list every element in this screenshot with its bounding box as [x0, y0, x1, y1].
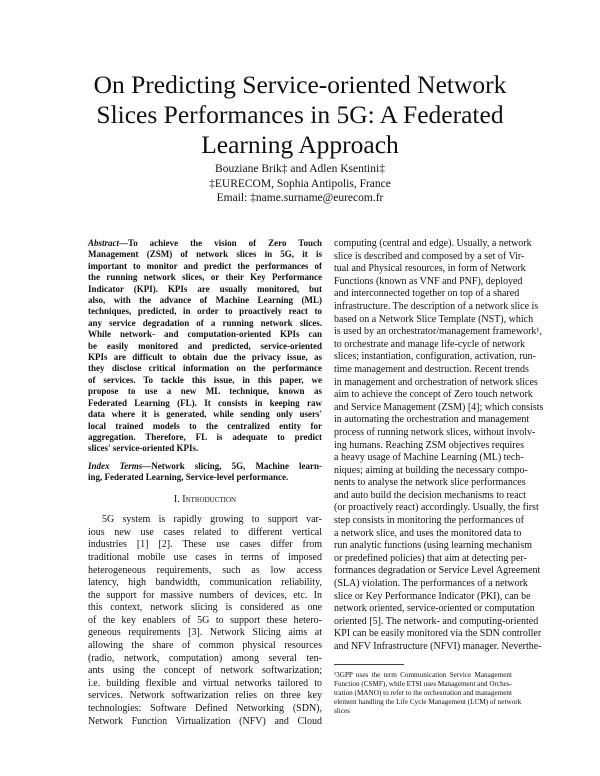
index-terms-lead: Index Terms: [88, 460, 143, 471]
body-line: in automating the orchestration and management: [334, 414, 530, 426]
body-line: in management and orchestration of network slices: [334, 376, 538, 388]
abstract-line: propose to use a new ML technique, known as: [88, 386, 322, 397]
footnote-line: slices: [334, 706, 350, 715]
abstract-line: slices' service-oriented KPIs.: [88, 443, 199, 454]
body-line: process of running network slices, without involv-: [334, 426, 536, 438]
body-line: aim to achieve the concept of Zero touch network: [334, 389, 533, 401]
body-line: and Service Management (ZSM) [4]; which consists: [334, 401, 544, 413]
body-line: (or proactively react) accordingly. Usually, the first: [334, 502, 539, 514]
right-column: [334, 238, 544, 716]
body-line: and NFV Infrastructure (NFVI) manager. Neverthe-: [334, 641, 542, 652]
author-email: Email: ‡name.surname@eurecom.fr: [216, 192, 384, 204]
body-line: ious new use cases related to different vertical: [88, 526, 322, 538]
author-affiliation: ‡EURECOM, Sophia Antipolis, France: [209, 178, 391, 190]
abstract-line: Federated Learning (FL). It consists in keeping raw: [88, 397, 322, 408]
abstract-line: aggregation. Therefore, FL is adequate to predict: [88, 431, 322, 442]
abstract-line: local trained models to the centralized entity for: [88, 420, 322, 431]
body-line: or predefined policies) that aim at detecting per-: [334, 552, 527, 564]
left-column: [88, 238, 322, 728]
abstract-line: KPIs are difficult to obtain due the privacy issue, as: [88, 352, 322, 363]
body-line: of the key enablers of 5G to support these hetero-: [88, 614, 322, 626]
abstract-line: Abstract—To achieve the vision of Zero Touch: [88, 238, 322, 248]
abstract-line: While network- and computation-oriented KPIs can: [88, 329, 322, 340]
body-line: step consists in monitoring the performances of: [334, 515, 524, 527]
footnote: [334, 670, 522, 716]
body-line: to orchestrate and manage life-cycle of network: [334, 338, 526, 350]
body-line: based on a Network Slice Template (NST), which: [334, 313, 534, 325]
body-line: KPI can be easily monitored via the SDN controller: [334, 628, 542, 640]
body-line: computing (central and edge). Usually, a network: [334, 238, 532, 249]
abstract-line: Indicator (KPI). KPIs are usually monitored, but: [88, 283, 322, 294]
body-line: oriented [5]. The network- and computing-oriented: [334, 615, 539, 627]
abstract-line: data where it is generated, while sending only users': [88, 409, 322, 420]
body-line: heterogeneous requirements, such as low access: [88, 564, 322, 576]
body-line: Functions (known as VNF and PNF), deployed: [334, 275, 523, 287]
body-line: formances degradation or Service Level Agreement: [334, 565, 541, 577]
body-line: Network Function Virtualization (NFV) and Cloud: [88, 715, 322, 727]
index-terms-line: ing, Federated Learning, Service-level performance.: [88, 472, 289, 483]
body-line: (SLA) violation. The performances of a network: [334, 578, 528, 590]
body-line: latency, high bandwidth, communication reliability,: [88, 577, 322, 589]
body-line: allowing the share of common physical resources: [88, 640, 322, 652]
body-line: ants using the concept of network softwarization;: [88, 665, 322, 677]
body-line: infrastructure. The description of a network slice is: [334, 300, 539, 312]
body-line: the support for massive numbers of devices, etc. In: [88, 589, 322, 601]
intro-body: [88, 514, 322, 728]
body-line: is used by an orchestrator/management framework¹,: [334, 326, 542, 338]
body-line: run analytic functions (using learning mechanism: [334, 540, 533, 552]
title-line: Learning Approach: [201, 130, 399, 159]
paper-title: [60, 70, 540, 160]
author-names: Bouziane Brik‡ and Adlen Ksentini‡: [215, 163, 385, 175]
footnote-divider: [334, 664, 404, 665]
footnote-line: element handling the Life Cycle Management (LCM) of network: [334, 697, 522, 706]
body-line: ing humans. Reaching ZSM objectives requires: [334, 439, 524, 451]
body-line: time management and destruction. Recent trends: [334, 363, 529, 375]
abstract-line: of services. To tackle this issue, in this paper, we: [88, 374, 322, 385]
body-line: 5G system is rapidly growing to support var-: [102, 514, 322, 526]
body-line: slices; instantiation, configuration, activation, run-: [334, 351, 536, 363]
body-line: tual and Physical resources, in form of Network: [334, 263, 526, 275]
body-line: a network slice, and uses the monitored data to: [334, 527, 522, 539]
abstract-line: the running network slices, or their Key Performance: [88, 272, 322, 283]
abstract-line: Management (ZSM) of network slices in 5G, it is: [88, 249, 322, 260]
abstract-line: also, with the advance of Machine Learning (ML): [88, 295, 322, 306]
abstract-line: important to monitor and predict the performances of: [88, 260, 322, 271]
footnote-line: tration (MANO) to refer to the orchestration and management: [334, 688, 513, 697]
body-line: industries [1] [2]. These use cases differ from: [88, 539, 322, 551]
abstract-line: be easily monitored and predicted, service-oriented: [88, 340, 322, 351]
abstract-line: any service degradation of a running network slices.: [88, 317, 322, 328]
section-heading: I. Introduction: [173, 493, 237, 505]
body-line: this context, network slicing is considered as one: [88, 602, 322, 614]
body-line: nents to analyse the network slice performances: [334, 477, 526, 489]
abstract-line: techniques, predicted, in order to proactively react to: [88, 306, 322, 317]
body-line: technologies: Software Defined Networking (SDN),: [88, 703, 322, 715]
abstract: [88, 238, 322, 484]
index-terms-line: Index Terms—Network slicing, 5G, Machine learn-: [88, 460, 322, 471]
body-line: a heavy usage of Machine Learning (ML) tech-: [334, 452, 524, 464]
body-line: services. Network softwarization relies on three key: [88, 690, 322, 702]
body-line: slice is described and composed by a set of Vir-: [334, 250, 525, 262]
body-line: traditional mobile use cases in terms of imposed: [88, 551, 322, 563]
body-line: network oriented, service-oriented or computation: [334, 603, 535, 615]
title-line: On Predicting Service-oriented Network: [93, 70, 507, 99]
body-line: geneous requirements [3]. Network Slicing aims at: [88, 627, 322, 639]
body-line: and auto build the decision mechanisms to react: [334, 489, 526, 501]
title-line: Slices Performances in 5G: A Federated: [96, 100, 504, 129]
body-line: (radio, network, computation) among several ten-: [88, 652, 322, 664]
body-line: slice or Key Performance Indicator (PKI), can be: [334, 590, 531, 602]
footnote-line: Function (CSMF), while ETSI uses Management and Orches-: [334, 679, 513, 688]
abstract-line: they disclose critical information on the performance: [88, 363, 322, 374]
abstract-lead: Abstract: [88, 238, 120, 248]
body-line: niques; aiming at building the necessary compo-: [334, 464, 528, 476]
body-line: i.e. building flexible and virtual networks tailored to: [88, 677, 322, 689]
body-line: and interconnected together on top of a shared: [334, 288, 520, 300]
footnote-line: ¹3GPP uses the term Communication Service Management: [334, 670, 512, 679]
